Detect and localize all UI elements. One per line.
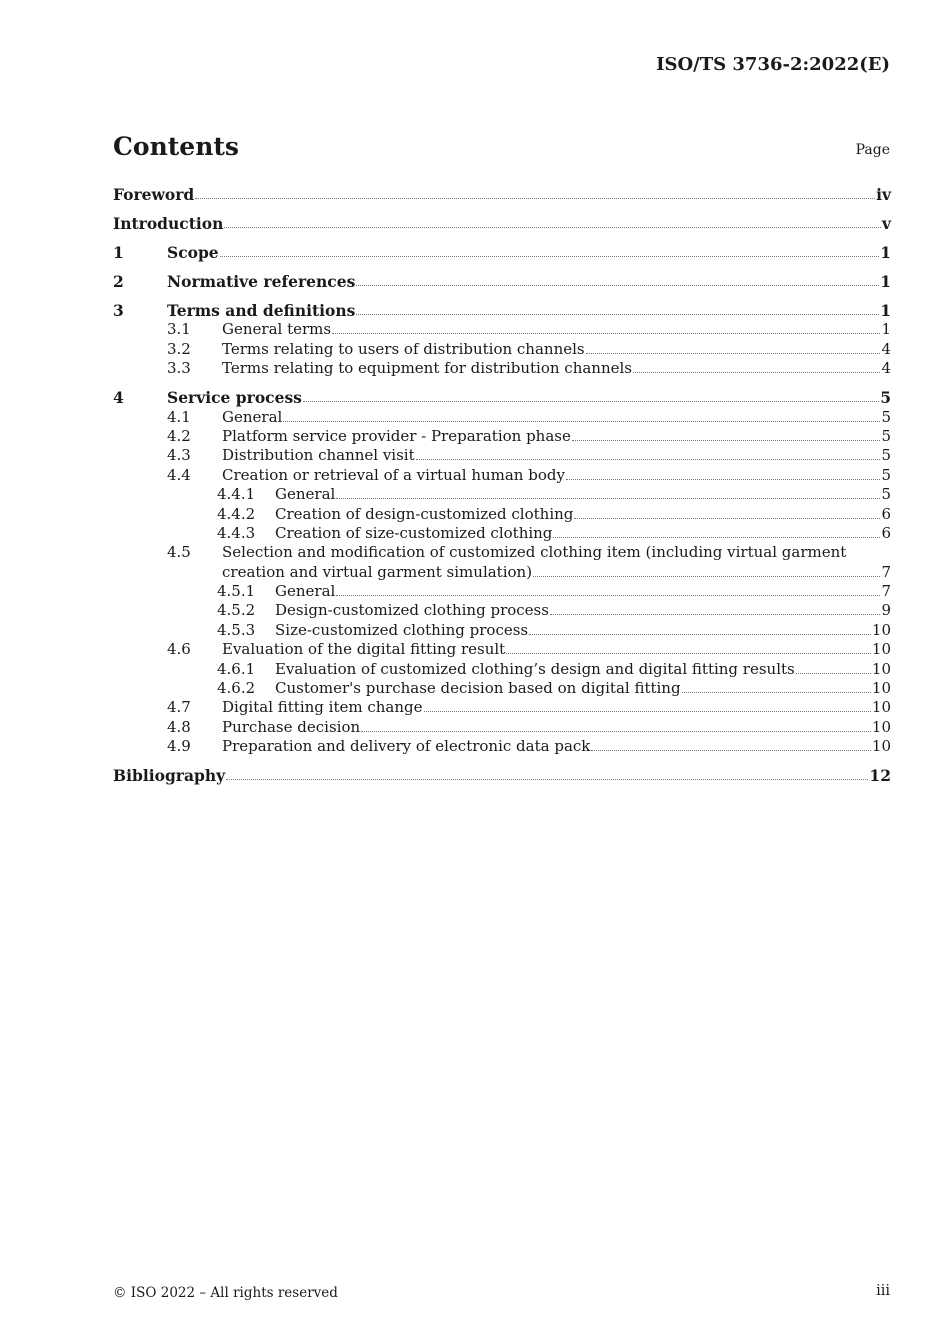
toc-entry-label: Terms relating to users of distribution channels [222,339,585,358]
toc-entry-3-1[interactable] [113,320,891,339]
toc-entry-number: 3.3 [167,359,191,378]
footer-copyright: © ISO 2022 – All rights reserved [113,1285,338,1301]
toc-entry-label: Normative references [167,272,356,291]
toc-entry-label: Preparation and delivery of electronic data pack [222,737,591,756]
toc-entry-4-4-3[interactable] [113,524,891,543]
toc-entry-number: 4.4.1 [217,485,256,504]
dot-leader [586,353,881,354]
toc-entry-number: 3 [113,301,124,320]
toc-entry-number: 4.6 [167,640,191,659]
toc-entry-page: 4 [881,359,891,378]
toc-entry-number: 2 [113,272,124,291]
toc-entry-number: 4.2 [167,426,191,445]
dot-leader [533,576,880,577]
toc-entry-page: 1 [880,301,891,320]
dot-leader [303,401,879,402]
dot-leader [553,537,880,538]
toc-entry-label: Design-customized clothing process [275,601,549,620]
dot-leader [356,285,879,286]
toc-entry-number: 4.6.2 [217,679,256,698]
toc-entry-number: 3.1 [167,320,191,339]
toc-entry-page: 4 [881,339,891,358]
toc-entry-page: 1 [881,320,891,339]
toc-entry-page: 1 [880,272,891,291]
toc-entry-label: General [275,582,336,601]
dot-leader [682,692,871,693]
toc-entry-4-5-continued[interactable] [113,562,891,581]
dot-leader [416,459,881,460]
toc-entry-bibliography[interactable] [113,765,891,785]
toc-entry-label: General [222,407,283,426]
toc-entry-page: iv [876,185,891,204]
toc-entry-label: Selection and modification of customized clothing item (including virtual garment [222,543,847,562]
toc-entry-page: 10 [871,717,891,736]
toc-entry-4-4-2[interactable] [113,504,891,523]
dot-leader [591,750,871,751]
toc-entry-scope[interactable] [113,242,891,262]
toc-entry-label: Evaluation of the digital fitting result [222,640,506,659]
dot-leader [195,198,875,199]
dot-leader [572,440,881,441]
dot-leader [550,614,881,615]
toc-entry-page: 10 [871,659,891,678]
toc-entry-label: Introduction [113,214,224,233]
toc-entry-page: 7 [881,582,891,601]
dot-leader [283,421,880,422]
toc-entry-label: Purchase decision [222,717,361,736]
toc-entry-page: 5 [881,426,891,445]
toc-entry-4-3[interactable] [113,446,891,465]
toc-entry-service-process[interactable] [113,387,891,407]
toc-entry-4-5-1[interactable] [113,582,891,601]
toc-entry-label: Service process [167,388,302,408]
toc-entry-number: 4.7 [167,698,191,717]
toc-entry-4-4[interactable] [113,465,891,484]
dot-leader [796,673,871,674]
toc-entry-label: Platform service provider - Preparation phase [222,426,571,445]
toc-entry-number: 4.3 [167,446,191,465]
toc-entry-4-6[interactable] [113,640,891,659]
toc-entry-label: creation and virtual garment simulation) [222,562,533,581]
toc-entry-number: 1 [113,243,124,262]
toc-entry-label: Terms relating to equipment for distribution channels [222,359,633,378]
toc-entry-page: 5 [880,388,891,408]
toc-entry-number: 3.2 [167,339,191,358]
toc-entry-page: 10 [871,698,891,717]
toc-entry-4-8[interactable] [113,717,891,736]
toc-entry-number: 4.9 [167,737,191,756]
toc-entry-label: Foreword [113,185,195,204]
dot-leader [356,314,879,315]
toc-entry-4-2[interactable] [113,427,891,446]
dot-leader [566,479,881,480]
toc-entry-label: Terms and definitions [167,301,356,320]
toc-entry-4-7[interactable] [113,698,891,717]
toc-entry-page: 7 [881,562,891,581]
dot-leader [226,779,868,780]
toc-entry-label: Customer's purchase decision based on digital fitting [275,679,681,698]
dot-leader [332,333,880,334]
toc-entry-label: Bibliography [113,766,226,786]
table-of-contents [113,184,891,785]
toc-entry-number: 4.1 [167,407,191,426]
toc-entry-page: 5 [881,407,891,426]
toc-entry-label: Size-customized clothing process [275,620,529,639]
toc-entry-page: 10 [871,679,891,698]
dot-leader [574,518,880,519]
toc-entry-4-5-2[interactable] [113,601,891,620]
toc-entry-label: Creation of size-customized clothing [275,523,553,542]
toc-entry-label: Evaluation of customized clothing’s design and digital fitting results [275,659,795,678]
toc-entry-normative-references[interactable] [113,271,891,291]
page-column-label: Page [855,142,890,158]
toc-entry-number: 4.4.3 [217,523,256,542]
toc-entry-3-2[interactable] [113,339,891,358]
dot-leader [336,595,880,596]
toc-entry-page: 12 [869,766,891,786]
toc-entry-number: 4.5 [167,543,191,562]
toc-entry-number: 4.8 [167,717,191,736]
toc-entry-number: 4.4 [167,465,191,484]
toc-entry-label: Creation of design-customized clothing [275,504,574,523]
toc-entry-page: 5 [881,485,891,504]
dot-leader [506,653,871,654]
toc-entry-number: 4 [113,388,124,408]
toc-entry-4-1[interactable] [113,407,891,426]
toc-entry-number: 4.6.1 [217,659,256,678]
toc-entry-foreword[interactable] [113,184,891,204]
footer-page-number: iii [876,1283,890,1299]
toc-entry-4-4-1[interactable] [113,485,891,504]
toc-entry-label: Digital fitting item change [222,698,423,717]
toc-entry-4-9[interactable] [113,737,891,756]
toc-entry-number: 4.4.2 [217,504,256,523]
toc-entry-4-6-1[interactable] [113,659,891,678]
toc-entry-number: 4.5.1 [217,582,256,601]
toc-entry-4-6-2[interactable] [113,679,891,698]
toc-entry-page: 1 [880,243,891,262]
toc-entry-page: 10 [871,620,891,639]
toc-entry-label: General [275,485,336,504]
toc-entry-terms-and-definitions[interactable] [113,300,891,320]
toc-entry-page: v [881,214,891,233]
toc-entry-label: Creation or retrieval of a virtual human body [222,465,565,484]
toc-entry-page: 5 [881,465,891,484]
toc-entry-3-3[interactable] [113,359,891,378]
toc-entry-label: Distribution channel visit [222,446,415,465]
toc-entry-4-5-3[interactable] [113,620,891,639]
toc-entry-page: 10 [871,640,891,659]
dot-leader [361,731,871,732]
toc-entry-number: 4.5.2 [217,601,256,620]
toc-entry-4-5[interactable] [113,543,891,562]
toc-entry-number: 4.5.3 [217,620,256,639]
toc-entry-label: Scope [167,243,219,262]
dot-leader [529,634,871,635]
toc-entry-page: 10 [871,737,891,756]
toc-entry-page: 6 [881,504,891,523]
toc-entry-page: 9 [881,601,891,620]
toc-entry-introduction[interactable] [113,213,891,233]
dot-leader [336,498,880,499]
toc-entry-page: 5 [881,446,891,465]
toc-entry-label: General terms [222,320,332,339]
toc-entry-page: 6 [881,523,891,542]
dot-leader [220,256,880,257]
dot-leader [424,711,871,712]
contents-title: Contents [113,132,240,161]
document-id: ISO/TS 3736-2:2022(E) [656,54,890,75]
dot-leader [224,227,881,228]
dot-leader [633,372,880,373]
